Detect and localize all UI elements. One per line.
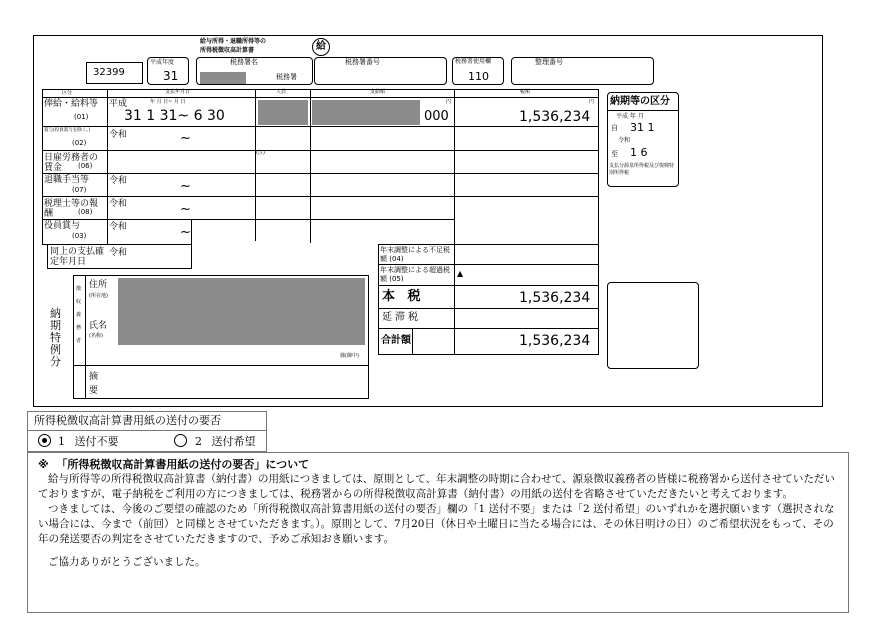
- redacted-persons: [258, 100, 308, 125]
- row1-tax: 1,536,234: [519, 109, 591, 125]
- address-label: 住所: [89, 280, 108, 290]
- row6-period: ~: [180, 225, 191, 240]
- redacted-tax-office: [200, 72, 246, 84]
- row1-label: 俸給・給料等: [44, 99, 99, 109]
- triangle-mark: ▲: [457, 269, 464, 278]
- row7-label: 同上の支払確定年月日: [50, 247, 105, 267]
- notice-thanks: ご協力ありがとうございました。: [48, 556, 206, 568]
- row5-period: ~: [180, 202, 191, 217]
- year-value: 31: [163, 69, 179, 83]
- notice-box: [27, 452, 849, 613]
- form-title-line2: 所得税徴収高計算書: [200, 47, 255, 54]
- send-option-2-radio[interactable]: [174, 434, 187, 447]
- honzei-value: 1,536,234: [519, 290, 591, 306]
- nouki-from: 31 1: [630, 121, 655, 134]
- year-label: 平成年度: [150, 59, 175, 66]
- seiri-number-box: [511, 57, 654, 85]
- row4-era: 令和: [109, 176, 128, 186]
- row6-era: 令和: [109, 222, 128, 232]
- row1-payment-tail: 000: [424, 109, 449, 124]
- header-payment: 支給額: [370, 89, 386, 95]
- redacted-payment: [312, 100, 420, 125]
- entai-label: 延滞税: [382, 312, 421, 323]
- radio-selected-dot: [42, 438, 47, 443]
- row6-label: 役員賞与: [44, 221, 81, 231]
- tax-office-number-box: [314, 57, 447, 85]
- row3-label: 日雇労務者の賃金: [44, 153, 99, 173]
- notice-heading-text: 「所得税徴収高計算書用紙の送付の要否」について: [56, 458, 310, 471]
- row1-era: 平成: [109, 99, 128, 109]
- tax-office-label: 税務署名: [230, 58, 258, 66]
- row1-code: (01): [74, 113, 89, 121]
- name-label: 氏名: [89, 321, 108, 331]
- row1-tax-yen: 円: [589, 99, 595, 105]
- row6-code: (03): [72, 232, 87, 240]
- row1-yen: 円: [446, 99, 452, 105]
- row3-code: (06): [78, 162, 93, 170]
- row4-label: 退職手当等: [44, 175, 90, 185]
- send-option-1-radio[interactable]: [38, 434, 51, 447]
- row4-code: (07): [72, 186, 87, 194]
- row4-period: ~: [180, 179, 191, 194]
- header-kubun: 区分: [62, 90, 73, 96]
- nouki-to-label: 至: [611, 150, 618, 158]
- header-tax: 税額: [520, 89, 531, 95]
- nouki-note: 支払分源泉所得税及び復興特別所得税: [609, 163, 675, 176]
- row1-period-sub: 年 月 日~ 月 日: [150, 99, 186, 105]
- total-value: 1,536,234: [519, 333, 591, 349]
- seiri-number-label: 整理番号: [535, 58, 563, 66]
- row5-era: 令和: [109, 199, 128, 209]
- tax-office-suffix: 税務署: [276, 73, 297, 81]
- row1-period: 31 1 31~ 6 30: [124, 108, 225, 124]
- sama-label: 様(御中): [340, 353, 359, 359]
- form-title-line1: 給与所得・退職所得等の: [200, 38, 267, 45]
- row2-period: ~: [180, 131, 191, 146]
- notice-paragraph-1: 給与所得等の所得税徴収高計算書（納付書）の用紙につきましては、原則として、年末調整の時期に合わせて、源泉徴収義務者の皆様に税務署から送付させていただいておりますが、電子納税をご利用の方につきましては、税務署からの所得税徴収高計算書（納付書）の用紙の送付を省略させていただきたいと考えております。: [38, 473, 835, 500]
- send-option-2-label[interactable]: 2 送付希望: [195, 435, 256, 448]
- honzei-label: 本 税: [382, 289, 425, 304]
- kakanou-label: 年末調整による超過税額 (05): [380, 266, 450, 283]
- note-mark: (注): [256, 150, 265, 156]
- form-code: 32399: [93, 67, 125, 78]
- fusoku-label: 年末調整による不足税額 (04): [380, 246, 450, 263]
- office-use-value: 110: [468, 70, 489, 83]
- send-option-title: 所得税徴収高計算書用紙の送付の要否: [34, 414, 221, 427]
- special-side-label: 納期特例分: [50, 307, 61, 368]
- header-persons: 人員: [276, 89, 287, 95]
- nouki-line1: 平成 年 月: [616, 113, 644, 120]
- tax-office-number-label: 税務署番号: [345, 58, 380, 66]
- total-label: 合計額: [381, 335, 411, 346]
- row2-label: 賞与(役員賞与を除く。): [44, 128, 91, 133]
- nouki-to: 1 6: [630, 146, 648, 159]
- row5-label: 税理士等の報酬: [44, 199, 99, 219]
- special-vertical: 徴収義務者: [76, 286, 82, 344]
- name-sub: (名称): [89, 333, 103, 339]
- office-use-label: 税務署使用欄: [455, 58, 492, 65]
- tekiyo-label: 摘要: [89, 372, 99, 396]
- row5-code: (08): [78, 208, 93, 216]
- address-sub: (所在地): [89, 293, 108, 299]
- row2-era: 令和: [109, 130, 128, 140]
- row7-era: 令和: [109, 248, 128, 258]
- notice-heading: [38, 457, 838, 472]
- right-empty-box: [607, 282, 699, 369]
- nouki-from-label: 自: [611, 124, 618, 132]
- redacted-address-name: [118, 278, 365, 345]
- kyu-mark: 給: [312, 38, 330, 56]
- nouki-reiwa: 令和: [618, 137, 631, 144]
- notice-paragraph-2: つきましては、今後のご要望の確認のため「所得税徴収高計算書用紙の送付の要否」欄の「1 送付不要」または「2 送付希望」のいずれかを選択願います（選択されない場合には、今まで（前回）と同様とさせていただきます。）。原則として、7月20日（休日や土曜日に当たる場合には、その休日明けの日）のご希望状況をもって、その年の発送要否の判定をさせていただきますので、予めご承知おき願います。: [38, 503, 835, 545]
- send-option-1-label[interactable]: 1 送付不要: [58, 435, 119, 448]
- row2-code: (02): [72, 139, 87, 147]
- nouki-title: 納期等の区分: [610, 96, 670, 107]
- notice-heading-prefix: ※: [38, 458, 49, 471]
- header-period: 支払年月日: [165, 89, 191, 95]
